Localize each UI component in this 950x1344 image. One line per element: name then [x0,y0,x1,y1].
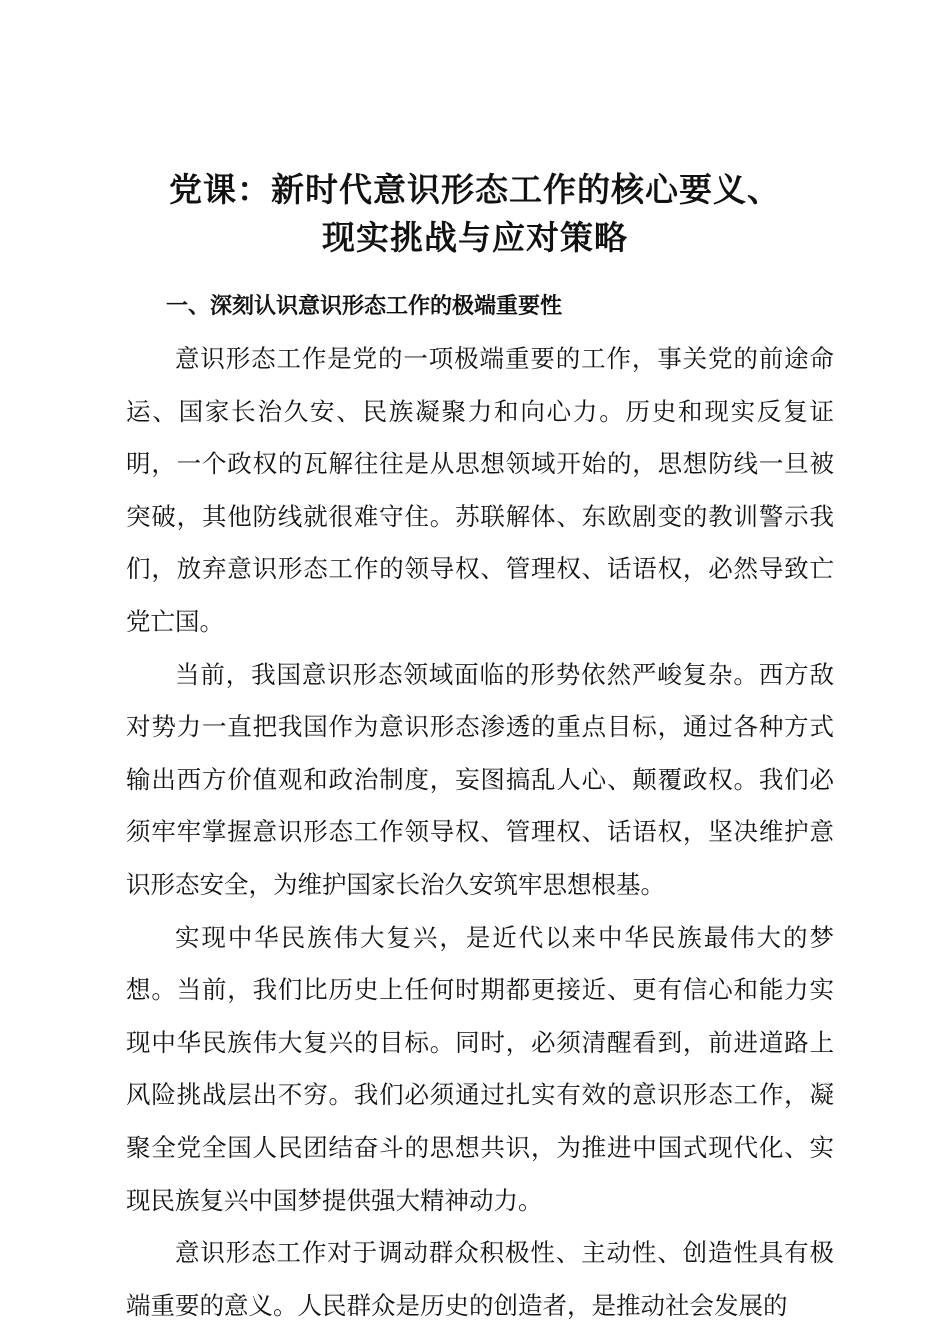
section-heading: 一、深刻认识意识形态工作的极端重要性 [166,293,563,319]
paragraph: 意识形态工作对于调动群众积极性、主动性、创造性具有极端重要的意义。人民群众是历史的创造者，是推动社会发展的 [126,1238,834,1320]
document-body [126,333,834,1332]
title-line-2: 现实挑战与应对策略 [322,218,628,257]
paragraph: 实现中华民族伟大复兴，是近代以来中华民族最伟大的梦想。当前，我们比历史上任何时期都更接近、更有信心和能力实现中华民族伟大复兴的目标。同时，必须清醒看到，前进道路上风险挑战层出不穷。我们必须通过扎实有效的意识形态工作，凝聚全党全国人民团结奋斗的思想共识，为推进中国式现代化、实现民族复兴中国梦提供强大精神动力。 [126,922,834,1215]
title-line-1: 党课：新时代意识形态工作的核心要义、 [169,170,781,209]
paragraph: 当前，我国意识形态领域面临的形势依然严峻复杂。西方敌对势力一直把我国作为意识形态渗透的重点目标，通过各种方式输出西方价值观和政治制度，妄图搞乱人心、颠覆政权。我们必须牢牢掌握意识形态工作领导权、管理权、话语权，坚决维护意识形态安全，为维护国家长治久安筑牢思想根基。 [126,659,834,899]
paragraph: 意识形态工作是党的一项极端重要的工作，事关党的前途命运、国家长治久安、民族凝聚力和向心力。历史和现实反复证明，一个政权的瓦解往往是从思想领域开始的，思想防线一旦被突破，其他防线就很难守住。苏联解体、东欧剧变的教训警示我们，放弃意识形态工作的领导权、管理权、话语权，必然导致亡党亡国。 [126,344,834,636]
document-title [120,166,830,262]
